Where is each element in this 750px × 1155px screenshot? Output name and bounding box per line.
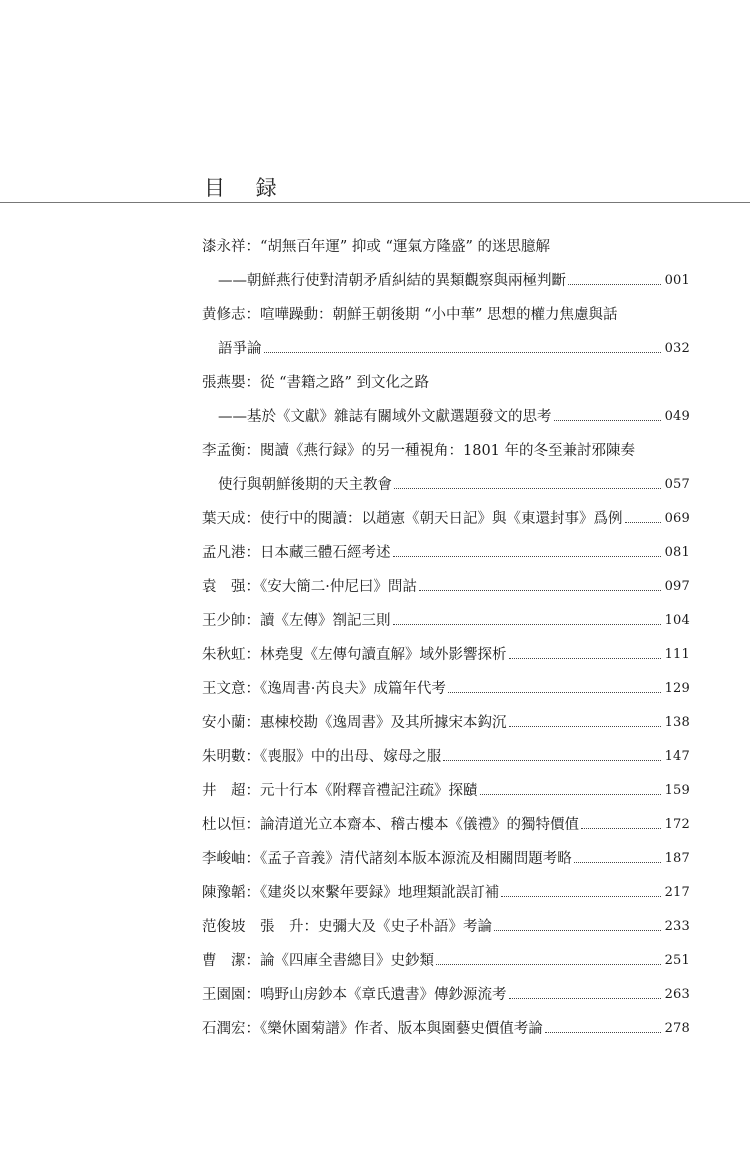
toc-entry (202, 468, 690, 502)
toc-entry (202, 298, 690, 332)
dot-leader (393, 624, 662, 625)
toc-entry-text: 李孟衡：閱讀《燕行録》的另一種視角：1801 年的冬至兼討邪陳奏 (202, 443, 636, 459)
toc-entry-text: 王園園：鳴野山房鈔本《章氏遺書》傳鈔源流考 (202, 987, 507, 1003)
toc-entry (202, 230, 690, 264)
dot-leader (509, 726, 662, 727)
page-title: 目 録 (204, 176, 289, 200)
toc-entry (202, 536, 690, 570)
dot-leader (419, 590, 661, 591)
toc-entry-text: 使行與朝鮮後期的天主教會 (218, 477, 392, 493)
toc-entry (202, 366, 690, 400)
toc-entry (202, 264, 690, 298)
dot-leader (625, 522, 662, 523)
dot-leader (448, 692, 661, 693)
toc-entry (202, 842, 690, 876)
toc-page-number: 187 (664, 851, 690, 866)
toc-entry (202, 332, 690, 366)
toc-entry (202, 570, 690, 604)
toc-entry-text: 漆永祥：“胡無百年運” 抑或 “運氣方隆盛” 的迷思臆解 (202, 239, 550, 255)
toc-entry (202, 672, 690, 706)
toc-page-number: 251 (664, 953, 690, 968)
dot-leader (264, 352, 662, 353)
toc-page-number: 111 (664, 647, 690, 662)
toc-page-number: 278 (664, 1021, 690, 1036)
toc-page-number: 081 (664, 545, 690, 560)
dot-leader (554, 420, 662, 421)
toc-entry (202, 774, 690, 808)
toc-page-number: 172 (664, 817, 690, 832)
toc-page-number: 097 (664, 579, 690, 594)
dot-leader (436, 964, 661, 965)
dot-leader (443, 760, 661, 761)
toc-entry-text: 語爭論 (218, 341, 262, 357)
toc-page-number: 217 (664, 885, 690, 900)
dot-leader (501, 896, 661, 897)
toc-page-number: 263 (664, 987, 690, 1002)
dot-leader (545, 1032, 661, 1033)
toc-page-number: 129 (664, 681, 690, 696)
toc-entry (202, 502, 690, 536)
toc-page-number: 032 (664, 341, 690, 356)
toc-entry-text: 王少帥：讀《左傳》劄記三則 (202, 613, 391, 629)
toc-entry (202, 400, 690, 434)
toc-entry-text: 范俊坡 張 升：史彌大及《史子朴語》考論 (202, 919, 492, 935)
toc-page-number: 233 (664, 919, 690, 934)
toc-entry-text: 安小蘭：惠棟校勘《逸周書》及其所據宋本鈎沉 (202, 715, 507, 731)
toc-entry-text: 張燕嬰：從 “書籍之路” 到文化之路 (202, 375, 430, 391)
toc-page-number: 138 (664, 715, 690, 730)
toc-page-number: 001 (664, 273, 690, 288)
toc-entry (202, 740, 690, 774)
toc-page-number: 057 (664, 477, 690, 492)
toc-entry-text: 朱秋虹：林堯叟《左傳句讀直解》域外影響探析 (202, 647, 507, 663)
dot-leader (480, 794, 662, 795)
toc-entry-text: 李峻岫：《孟子音義》清代諸刻本版本源流及相關問題考略 (202, 851, 572, 867)
toc-entry-text: 陳豫韜：《建炎以來繫年要録》地理類訛誤訂補 (202, 885, 500, 901)
dot-leader (568, 284, 661, 285)
dot-leader (574, 862, 661, 863)
dot-leader (393, 556, 662, 557)
toc-entry (202, 706, 690, 740)
title-divider (0, 202, 750, 203)
toc-entry-text: 井 超：元十行本《附釋音禮記注疏》探賾 (202, 783, 478, 799)
toc-entry-text: 袁 强：《安大簡二·仲尼曰》問詁 (202, 579, 417, 595)
dot-leader (494, 930, 661, 931)
toc-entry (202, 1012, 690, 1046)
toc-page-number: 104 (664, 613, 690, 628)
toc-entry-text: 王文意：《逸周書·芮良夫》成篇年代考 (202, 681, 446, 697)
dot-leader (509, 998, 662, 999)
dot-leader (394, 488, 661, 489)
toc-entry-text: 黄修志：喧嘩躁動：朝鮮王朝後期 “小中華” 思想的權力焦慮與話 (202, 307, 618, 323)
table-of-contents (202, 230, 690, 1046)
toc-entry (202, 944, 690, 978)
toc-entry-text: ——朝鮮燕行使對清朝矛盾糾結的異類觀察與兩極判斷 (218, 273, 566, 289)
toc-entry-text: 石潤宏：《樂休園菊譜》作者、版本與園藝史價值考論 (202, 1021, 543, 1037)
toc-page-number: 147 (664, 749, 690, 764)
toc-page-number: 049 (664, 409, 690, 424)
toc-entry-text: ——基於《文獻》雜誌有關域外文獻選題發文的思考 (218, 409, 552, 425)
toc-entry-text: 杜以恒：論清道光立本齋本、稽古樓本《儀禮》的獨特價值 (202, 817, 579, 833)
toc-entry (202, 910, 690, 944)
toc-entry (202, 638, 690, 672)
toc-entry-text: 孟凡港：日本藏三體石經考述 (202, 545, 391, 561)
toc-entry (202, 604, 690, 638)
toc-page-number: 159 (664, 783, 690, 798)
toc-entry (202, 808, 690, 842)
toc-entry-text: 葉天成：使行中的閱讀：以趙憲《朝天日記》與《東還封事》爲例 (202, 511, 623, 527)
dot-leader (581, 828, 661, 829)
toc-entry (202, 434, 690, 468)
toc-entry (202, 978, 690, 1012)
toc-entry (202, 876, 690, 910)
dot-leader (509, 658, 662, 659)
toc-entry-text: 曹 潔：論《四庫全書總目》史鈔類 (202, 953, 434, 969)
toc-entry-text: 朱明數：《喪服》中的出母、嫁母之服 (202, 749, 442, 765)
toc-page-number: 069 (664, 511, 690, 526)
